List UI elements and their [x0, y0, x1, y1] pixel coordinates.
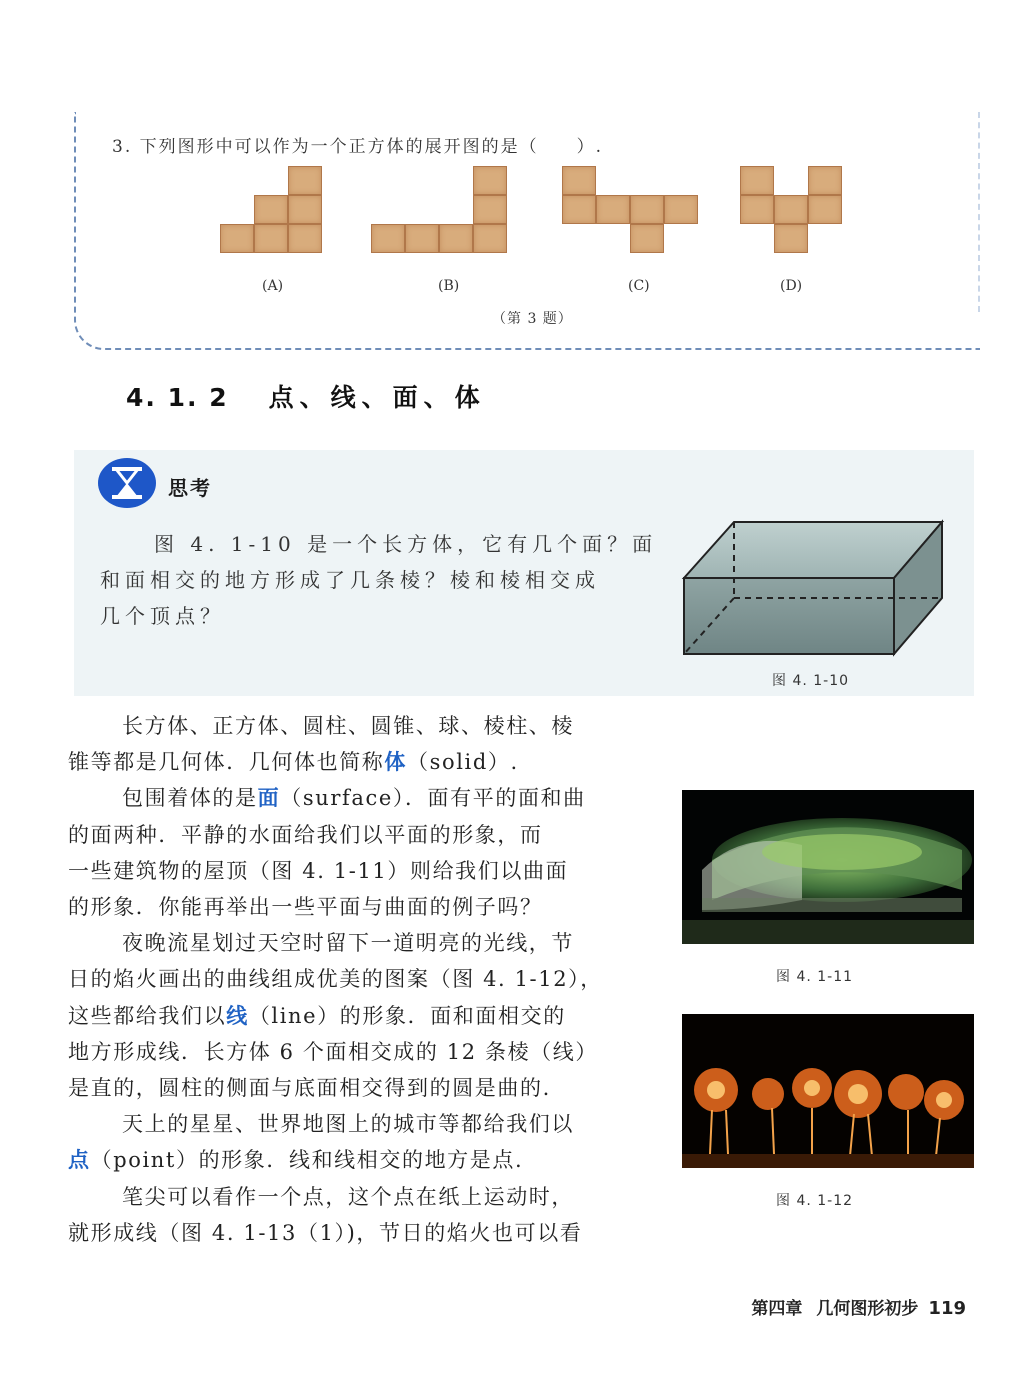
exercise-caption: （第 3 题） [492, 311, 573, 327]
option-b-label: (B) [438, 278, 460, 294]
footer-chapter: 第四章 [751, 1299, 803, 1319]
think-line: 和面相交的地方形成了几条棱？棱和棱相交成 [100, 568, 600, 592]
text-line: 笔尖可以看作一个点，这个点在纸上运动时， [122, 1184, 574, 1209]
page-footer [751, 1294, 966, 1319]
text-span: （line）的形象．面和面相交的 [248, 1003, 566, 1028]
fireworks-photo [682, 1014, 974, 1168]
text-line: 就形成线（图 4. 1-13（1）)，节日的焰火也可以看 [68, 1220, 583, 1245]
text-line: 日的焰火画出的曲线组成优美的图案（图 4. 1-12）， [68, 967, 603, 992]
text-line: 夜晚流星划过天空时留下一道明亮的光线，节 [122, 931, 574, 956]
think-label: 思考 [168, 476, 212, 500]
net-option-a [220, 166, 324, 254]
think-panel [74, 450, 974, 696]
section-number: 4. 1. 2 [126, 383, 229, 412]
text-span: 这些都给我们以 [68, 1003, 227, 1028]
text-line [68, 998, 658, 1034]
body-text [68, 708, 658, 1251]
net-option-d [740, 166, 844, 254]
option-d-label: (D) [780, 278, 803, 294]
think-line: 几个顶点？ [100, 604, 225, 628]
option-a-label: (A) [262, 278, 284, 294]
page-number: 119 [928, 1298, 966, 1319]
figure-caption-11: 图 4. 1-11 [776, 969, 854, 985]
exercise-box [74, 112, 980, 350]
option-c-label: (C) [628, 278, 650, 294]
footer-chapter-title: 几何图形初步 [816, 1299, 919, 1319]
text-line: 地方形成线．长方体 6 个面相交成的 12 条棱（线） [68, 1039, 598, 1064]
think-line: 图 4. 1-10 是一个长方体，它有几个面？面 [154, 532, 658, 556]
section-heading [126, 378, 486, 414]
net-option-c [562, 166, 700, 254]
text-span: （surface）．面有平的面和曲 [280, 786, 586, 811]
term-surface: 面 [257, 785, 281, 811]
text-span: 包围着体的是 [122, 786, 258, 811]
text-line [68, 744, 658, 780]
term-point: 点 [68, 1147, 91, 1173]
term-solid: 体 [384, 749, 408, 775]
cuboid-figure [680, 518, 952, 660]
text-span: 锥等都是几何体．几何体也简称 [68, 750, 385, 775]
text-line: 长方体、正方体、圆柱、圆锥、球、棱柱、棱 [122, 714, 574, 738]
figure-caption-10: 图 4. 1-10 [772, 673, 850, 689]
text-line: 的面两种．平静的水面给我们以平面的形象，而 [68, 822, 543, 847]
think-question [100, 526, 660, 634]
text-line: 天上的星星、世界地图上的城市等都给我们以 [122, 1112, 574, 1137]
section-title: 点、线、面、体 [268, 383, 486, 412]
net-option-b [371, 166, 509, 254]
text-line: 一些建筑物的屋顶（图 4. 1-11）则给我们以曲面 [68, 858, 569, 883]
text-line: 的形象．你能再举出一些平面与曲面的例子吗？ [68, 895, 543, 920]
figure-caption-12: 图 4. 1-12 [776, 1193, 854, 1209]
text-line [68, 780, 658, 816]
text-line [68, 1142, 658, 1178]
question-text: 3. 下列图形中可以作为一个正方体的展开图的是（ ）. [112, 137, 604, 157]
text-span: （solid）. [407, 750, 519, 775]
text-line: 是直的，圆柱的侧面与底面相交得到的圆是曲的. [68, 1076, 551, 1101]
stadium-photo [682, 790, 974, 944]
hourglass-icon [98, 458, 156, 508]
text-span: （point）的形象．线和线相交的地方是点. [90, 1148, 524, 1173]
term-line: 线 [226, 1002, 249, 1028]
